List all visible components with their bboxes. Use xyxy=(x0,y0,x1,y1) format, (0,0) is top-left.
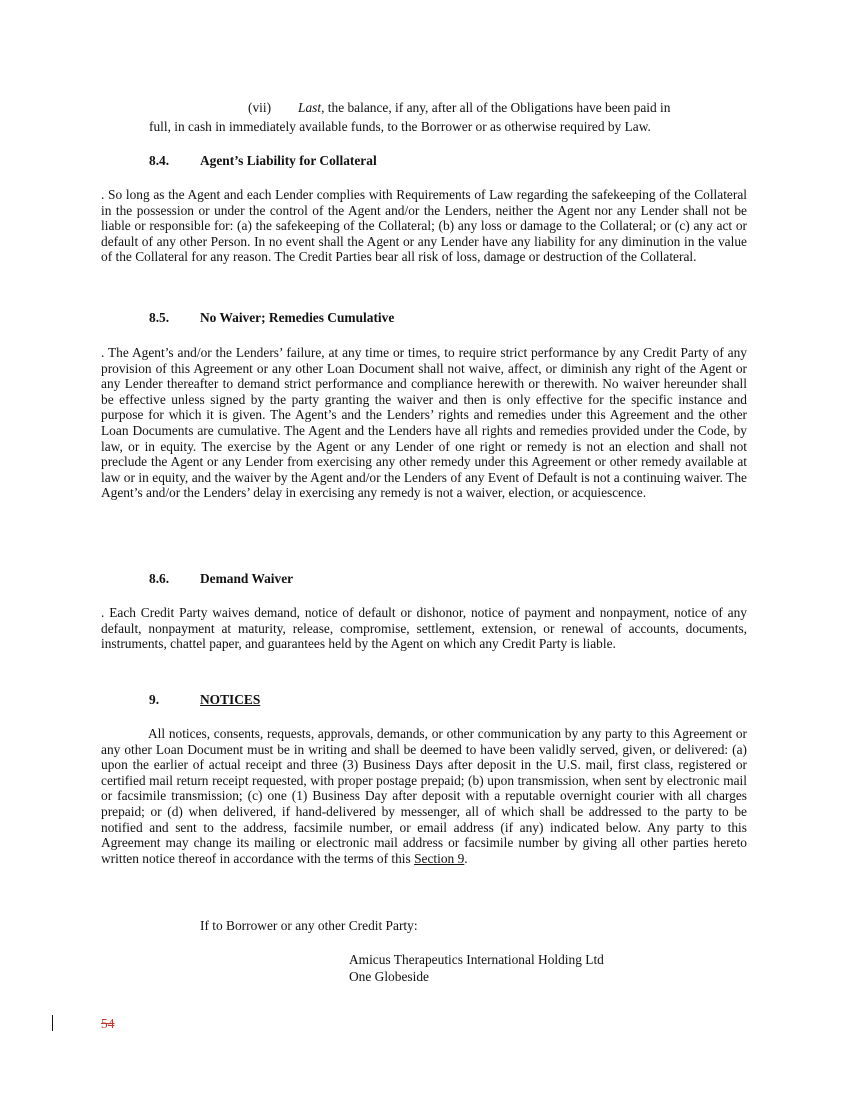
clause-vii-term: Last xyxy=(298,100,322,115)
section-9-number: 9. xyxy=(149,692,160,707)
section-8-6-body: . Each Credit Party waives demand, notice of default or dishonor, notice of payment and nonpayment, notice of any default, nonpayment at maturity, release, compromise, settlement, extension, or renewal of accounts, documents, instruments, chattel paper, and guarantees held by the Agent on which any Credit Party is liable. xyxy=(101,605,747,652)
change-bar xyxy=(52,1015,53,1031)
notice-recipient-intro: If to Borrower or any other Credit Party: xyxy=(200,918,418,933)
section-8-4-heading xyxy=(149,153,377,169)
section-8-4-number: 8.4. xyxy=(149,153,170,168)
clause-vii-number: (vii) xyxy=(248,100,272,115)
section-9-body-end: . xyxy=(464,850,468,866)
section-8-5-title: No Waiver; Remedies Cumulative xyxy=(200,310,395,325)
section-8-6-number: 8.6. xyxy=(149,571,170,586)
clause-vii-line2: full, in cash in immediately available funds, to the Borrower or as otherwise required by Law. xyxy=(149,119,651,134)
section-8-4-title: Agent’s Liability for Collateral xyxy=(200,153,377,168)
section-9-reference-link[interactable]: Section 9 xyxy=(414,850,465,866)
section-8-5-body: . The Agent’s and/or the Lenders’ failure, at any time or times, to require strict performance by any Credit Party of any provision of this Agreement or any other Loan Document shall not waive, affect, or diminish any right of the Agent or any Lender thereafter to demand strict performance and compliance herewith or therewith. No waiver hereunder shall be effective unless signed by the party granting the waiver and then is only effective for the specific instance and purpose for which it is given. The Agent’s and the Lenders’ rights and remedies under this Agreement and the other Loan Documents are cumulative. The Agent and the Lenders have all rights and remedies provided under the Code, by law, or in equity. The exercise by the Agent or any Lender of one right or remedy is not an election and shall not preclude the Agent or any Lender from exercising any other remedy under this Agreement or other remedy available at law or in equity, and the waiver by the Agent and/or the Lenders of any Event of Default is not a continuing waiver. The Agent’s and/or the Lenders’ delay in exercising any remedy is not a waiver, election, or acquiescence. xyxy=(101,345,747,501)
page-number: 54 xyxy=(101,1016,115,1031)
clause-vii-line1-text: , the balance, if any, after all of the Obligations have been paid in xyxy=(321,100,671,115)
section-8-5-heading xyxy=(149,310,394,326)
section-9-heading xyxy=(149,692,260,708)
section-8-6-title: Demand Waiver xyxy=(200,571,294,586)
notice-recipient-company: Amicus Therapeutics International Holding Ltd xyxy=(349,952,604,967)
notice-recipient-address-line1: One Globeside xyxy=(349,969,429,984)
clause-vii-line1 xyxy=(298,100,747,116)
section-9-title: NOTICES xyxy=(200,692,261,707)
section-9-body-text: All notices, consents, requests, approvals, demands, or other communication by any party to this Agreement or any other Loan Document must be in writing and shall be deemed to have been validly served, given, or delivered: (a) upon the earlier of actual receipt and three (3) Business Days after deposit in the U.S. mail, first class, registered or certified mail return receipt requested, with proper postage prepaid; (b) upon transmission, when sent by electronic mail or facsimile transmission; (c) one (1) Business Day after deposit with a reputable overnight courier with all charges prepaid; or (d) when delivered, if hand-delivered by messenger, all of which shall be addressed to the party to be notified and sent to the address, facsimile number, or email address (if any) indicated below. Any party to this Agreement may change its mailing or electronic mail address or facsimile number by giving all other parties hereto written notice thereof in accordance with the terms of this xyxy=(101,726,747,866)
section-9-body xyxy=(101,726,747,866)
section-8-6-heading xyxy=(149,571,293,587)
section-8-5-number: 8.5. xyxy=(149,310,170,325)
section-8-4-body: . So long as the Agent and each Lender complies with Requirements of Law regarding the safekeeping of the Collateral in the possession or under the control of the Agent and/or the Lenders, neither the Agent nor any Lender shall not be liable or responsible for: (a) the safekeeping of the Collateral; (b) any loss or damage to the Collateral; or (c) any act or default of any other Person. In no event shall the Agent or any Lender have any liability for any diminution in the value of the Collateral for any reason. The Credit Parties bear all risk of loss, damage or destruction of the Collateral. xyxy=(101,187,747,265)
